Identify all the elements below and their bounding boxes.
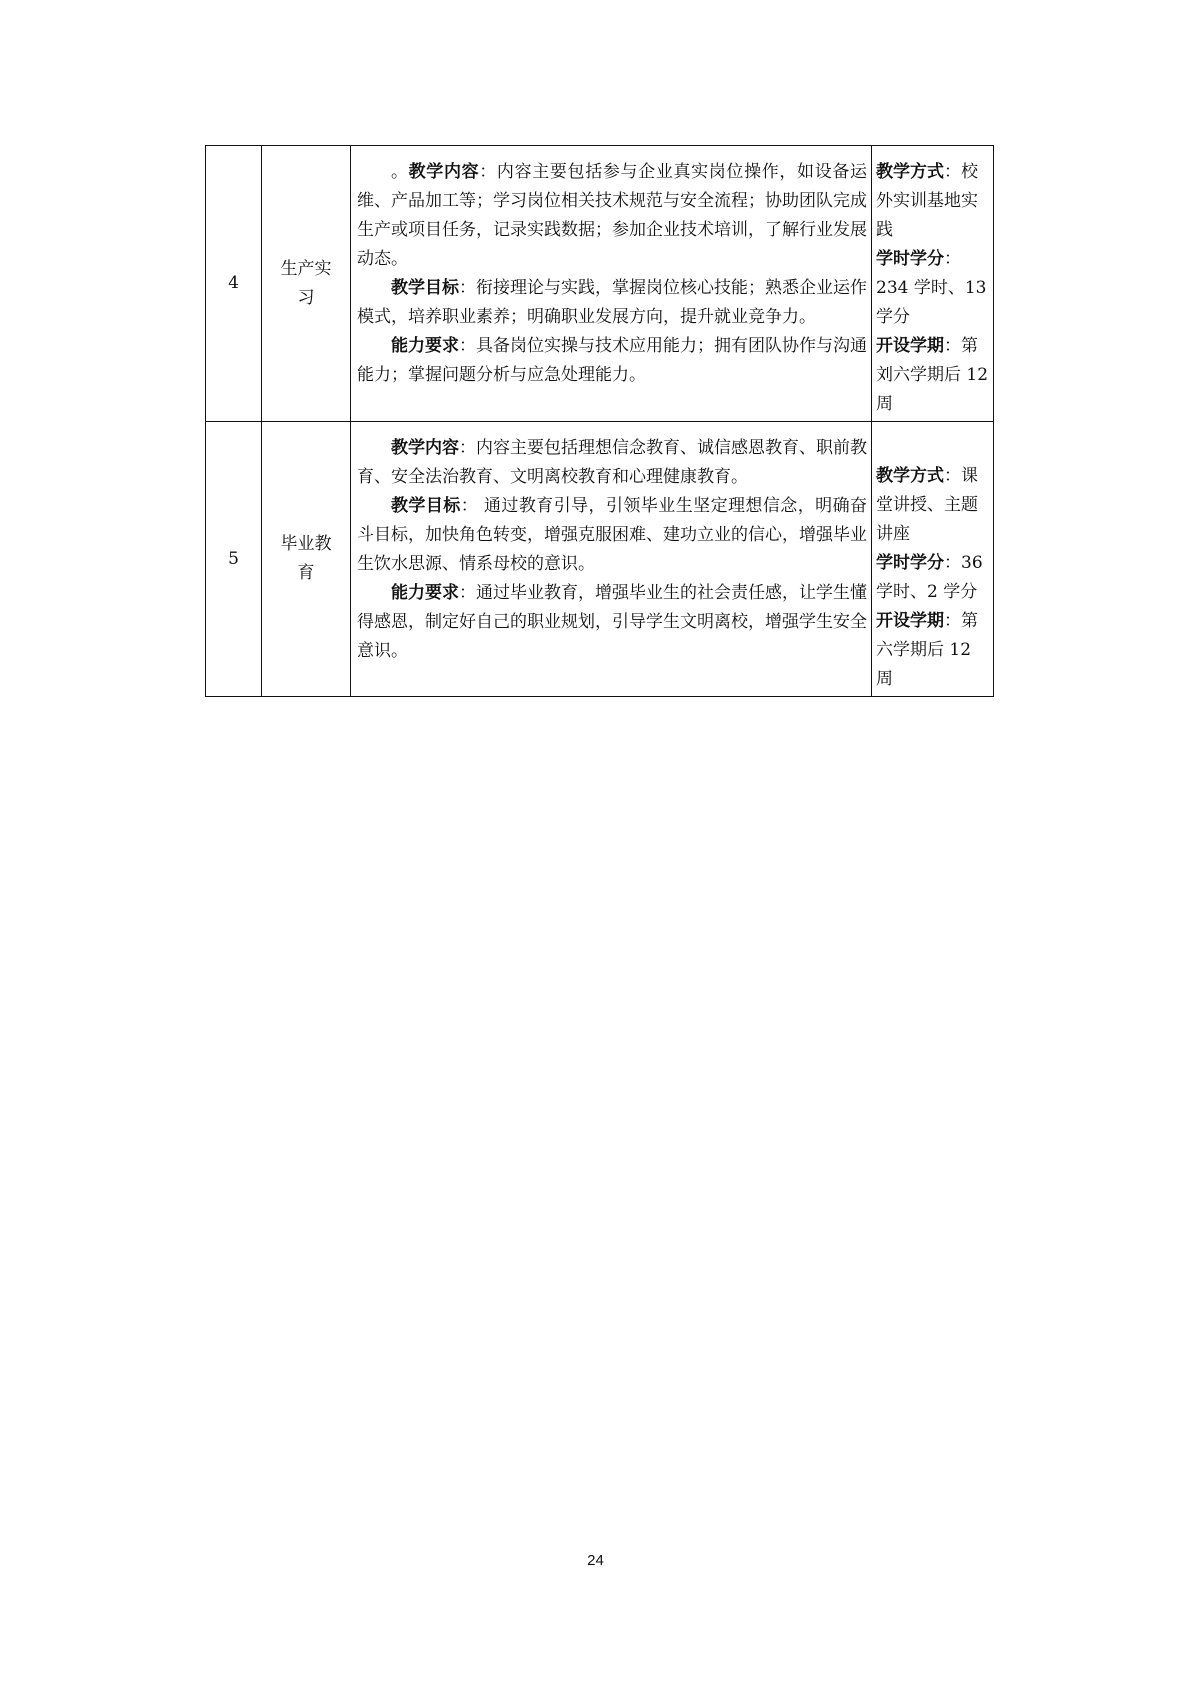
goal-text: ：衔接理论与实践，掌握岗位核心技能；熟悉企业运作模式，培养职业素养；明确职业发展方向，提升就业竞争力。 xyxy=(357,278,867,327)
ability-text: ：具备岗位实操与技术应用能力；拥有团队协作与沟通能力；掌握问题分析与应急处理能力。 xyxy=(357,336,867,385)
course-description-cell xyxy=(351,422,872,697)
row-number: 5 xyxy=(206,422,262,697)
term-label: 开设学期 xyxy=(876,336,944,356)
course-name: 毕业教育 xyxy=(280,534,332,583)
ability-label: 能力要求 xyxy=(391,336,459,356)
ability-label: 能力要求 xyxy=(391,583,459,603)
goal-paragraph xyxy=(357,274,867,332)
content-paragraph xyxy=(357,434,867,492)
hours-label: 学时学分 xyxy=(876,553,944,573)
course-name: 生产实习 xyxy=(280,258,332,308)
hours-block xyxy=(876,245,989,332)
method-text: ：课堂讲授、主题讲座 xyxy=(876,466,978,544)
method-block xyxy=(876,158,989,245)
course-table xyxy=(205,145,994,697)
hours-text: ：234 学时、13 学分 xyxy=(876,249,987,327)
course-meta-cell xyxy=(872,146,994,422)
hours-text: ：36 学时、2 学分 xyxy=(876,553,983,602)
content-text: ：内容主要包括理想信念教育、诚信感恩教育、职前教育、安全法治教育、文明离校教育和心理健康教育。 xyxy=(357,438,867,487)
method-block xyxy=(876,462,989,549)
course-meta-cell xyxy=(872,422,994,697)
course-name-cell xyxy=(262,146,351,422)
method-text: ：校外实训基地实践 xyxy=(876,162,978,240)
term-label: 开设学期 xyxy=(876,611,944,631)
content-label: 教学内容 xyxy=(391,438,459,458)
course-description-cell xyxy=(351,146,872,422)
page-number: 24 xyxy=(587,1552,604,1569)
course-name-cell xyxy=(262,422,351,697)
goal-label: 教学目标 xyxy=(391,278,459,298)
goal-label: 教学目标 xyxy=(391,496,461,516)
content-text: ：内容主要包括参与企业真实岗位操作，如设备运维、产品加工等；学习岗位相关技术规范与安全流程；协助团队完成生产或项目任务，记录实践数据；参加企业技术培训，了解行业发展动态。 xyxy=(357,162,868,269)
hours-block xyxy=(876,549,989,607)
table-row xyxy=(206,146,994,422)
goal-paragraph xyxy=(357,492,867,579)
content-paragraph xyxy=(357,158,867,274)
ability-text: ：通过毕业教育，增强毕业生的社会责任感，让学生懂得感恩，制定好自己的职业规划，引导学生文明离校，增强学生安全意识。 xyxy=(357,583,867,661)
term-text: ：第刘六学期后 12 周 xyxy=(876,336,989,414)
content-prefix: 。 xyxy=(391,162,409,182)
table-row xyxy=(206,422,994,697)
method-label: 教学方式 xyxy=(876,162,944,182)
ability-paragraph xyxy=(357,332,867,390)
goal-text: ： 通过教育引导，引领毕业生坚定理想信念，明确奋斗目标，加快角色转变，增强克服困难、建功立业的信心，增强毕业生饮水思源、情系母校的意识。 xyxy=(357,496,867,574)
ability-paragraph xyxy=(357,579,867,666)
term-block xyxy=(876,607,989,694)
content-label: 教学内容 xyxy=(408,162,480,182)
term-text: ：第六学期后 12 周 xyxy=(876,611,978,689)
row-number: 4 xyxy=(206,146,262,422)
hours-label: 学时学分 xyxy=(876,249,944,269)
method-label: 教学方式 xyxy=(876,466,944,486)
term-block xyxy=(876,332,989,419)
